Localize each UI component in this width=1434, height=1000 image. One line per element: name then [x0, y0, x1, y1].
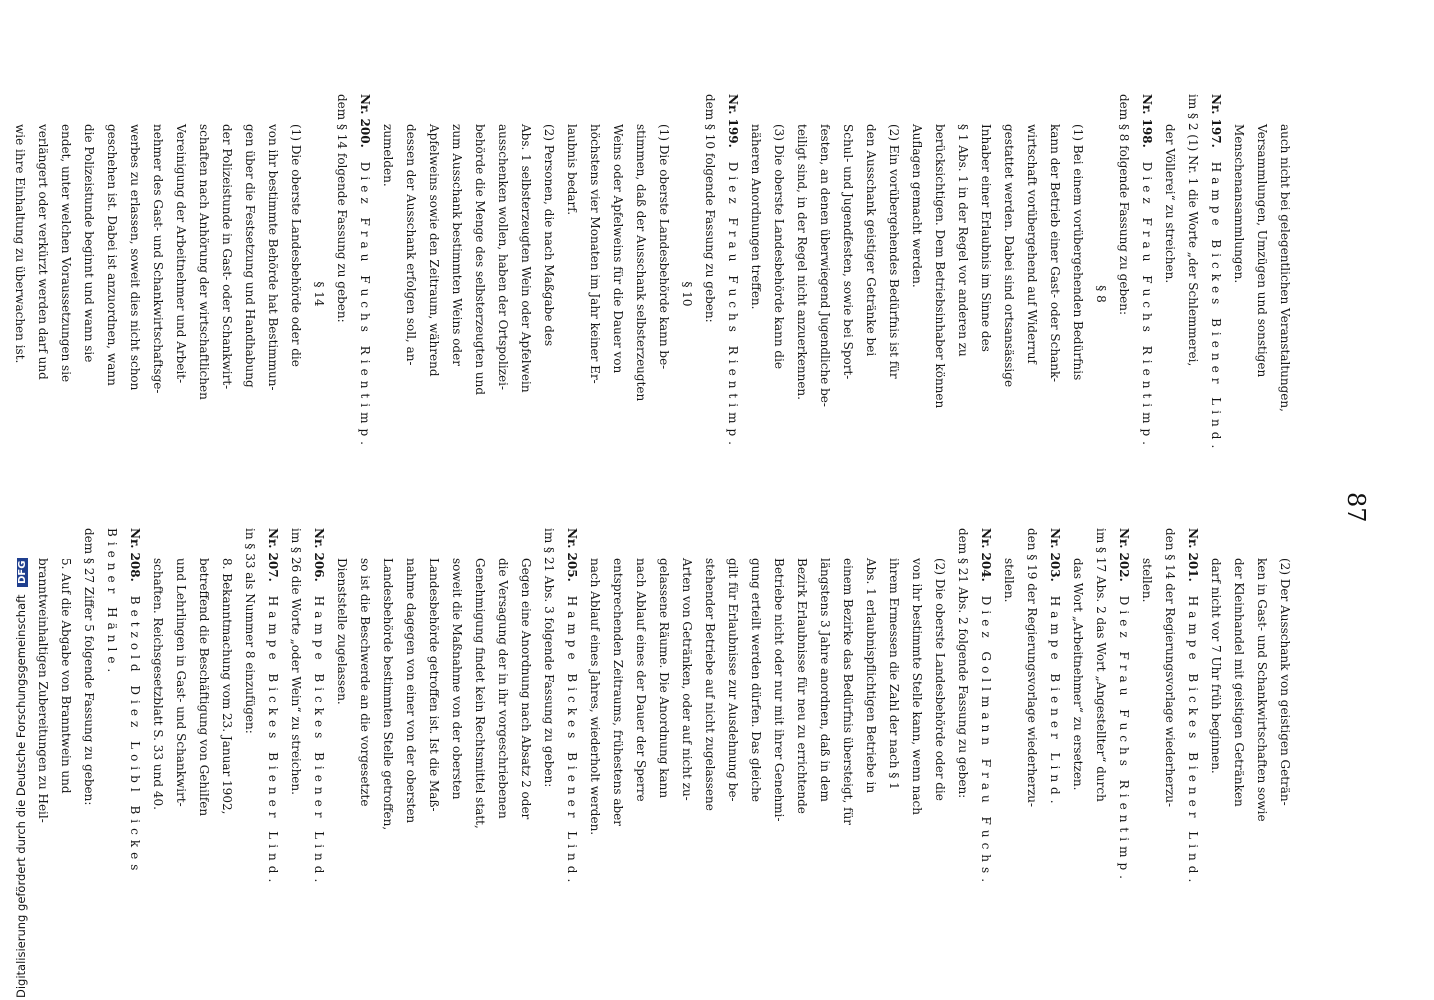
text-line: berücksichtigen. Dem Betriebsinhaber können	[933, 124, 947, 409]
amendment-entry	[1066, 528, 1135, 928]
amendment-heading	[100, 528, 146, 928]
amendment-heading	[974, 528, 997, 928]
text-line: von ihr bestimmte Behörde hat Bestimmun-	[266, 124, 280, 391]
text-line: von ihr bestimmte Stelle kann, wenn nach	[910, 558, 924, 815]
text-line: (1) Die oberste Landesbehörde kann be-	[657, 124, 671, 370]
text-line: (2) Der Ausschank von geistigen Geträn-	[1278, 558, 1292, 806]
amendment-number: Nr. 201.	[1186, 528, 1200, 582]
text-line: gen über die Festsetzung und Handhabung	[243, 124, 257, 388]
amendment-sponsors: Diez Frau Fuchs Rientimp.	[358, 161, 372, 450]
text-line: werbes zu erlassen, soweit dies nicht schon	[128, 124, 142, 391]
text-line: im § 26 die Worte „oder Wein“ zu streichen.	[289, 528, 303, 795]
amendment-entry	[1135, 528, 1204, 928]
amendment-entry	[997, 528, 1066, 928]
text-line: 8. Bekanntmachung vom 23. Januar 1902,	[220, 558, 234, 815]
amendment-number: Nr. 198.	[1140, 94, 1154, 148]
text-line: nehmer des Gast- und Schankwirtschaftsge-	[151, 124, 165, 394]
text-line: laubnis bedarf.	[565, 124, 579, 216]
amendment-sponsors: Hampe Bickes Biener Lind.	[1186, 595, 1200, 888]
text-line: den § 14 der Regierungsvorlage wiederherzu-	[1163, 528, 1177, 808]
text-line: wirtschaft vorübergehend auf Widerruf	[1025, 124, 1039, 364]
text-line: branntweinhaltigen Zubereitungen zu Heil-	[36, 558, 50, 823]
amendment-sponsors: Hampe Bickes Biener Lind.	[312, 595, 326, 888]
amendment-number: Nr. 207.	[266, 528, 280, 582]
amendment-sponsors: Diez Frau Fuchs Rientimp.	[1140, 161, 1154, 450]
amendment-number: Nr. 205.	[565, 528, 579, 582]
text-line: Genehmigung findet kein Rechtsmittel statt,	[473, 558, 487, 829]
amendment-entry	[376, 94, 744, 494]
text-line: näheren Anordnungen treffen.	[749, 124, 763, 310]
text-line: gestattet werden. Dabei sind ortsansässige	[1002, 124, 1016, 388]
text-line: nach Ablauf eines Jahres, wiederholt werden.	[588, 558, 602, 836]
text-line: stehender Betriebe auf nicht zugelassene	[703, 558, 717, 811]
amendment-number: Nr. 202.	[1117, 528, 1131, 582]
amendment-heading	[1135, 94, 1158, 494]
amendment-number: Nr. 203.	[1048, 528, 1062, 582]
text-line: im § 21 Abs. 3 folgende Fassung zu geben:	[542, 528, 556, 788]
text-line: gilt für Erlaubnisse zur Ausdehnung be-	[726, 558, 740, 802]
text-line: Landesbehörde bestimmten Stelle getroffen,	[381, 558, 395, 831]
amendment-entry	[330, 528, 583, 928]
text-line: dem § 14 folgende Fassung zu geben:	[335, 94, 349, 323]
amendment-entry	[744, 94, 1158, 494]
amendment-sponsors: Diez Frau Fuchs Rientimp.	[726, 161, 740, 450]
text-line: Dienststelle zugelassen.	[335, 558, 349, 705]
text-line: dem § 27 Ziffer 5 folgende Fassung zu geben:	[82, 528, 96, 806]
text-line: der Polizeistunde in Gast- oder Schankwirt-	[220, 124, 234, 390]
text-line: (1) Die oberste Landesbehörde oder die	[289, 124, 303, 367]
amendment-sponsors: Hampe Biener Lind.	[1048, 595, 1062, 809]
text-line: Vereinigung der Arbeitnehmer und Arbeit-	[174, 124, 188, 384]
amendment-entry	[31, 528, 146, 928]
text-line: dem § 21 Abs. 2 folgende Fassung zu geben:	[956, 528, 970, 799]
text-line: 5. Auf die Abgabe von Branntwein und	[59, 558, 73, 794]
text-line: zumelden.	[381, 124, 395, 187]
text-line: der Völlerei“ zu streichen.	[1163, 124, 1177, 284]
text-line: Auflagen gemacht werden.	[910, 124, 924, 288]
text-line: kann der Betrieb einer Gast- oder Schank-	[1048, 124, 1062, 383]
amendment-sponsors: Diez Frau Fuchs Rientimp.	[1117, 595, 1131, 884]
amendment-entry	[146, 528, 284, 928]
text-line: geschehen ist. Dabei ist anzuordnen, wann	[105, 124, 119, 386]
text-line: nach Ablauf eines der Dauer der Sperre	[634, 558, 648, 802]
text-line: dessen der Ausschank erfolgen soll, an-	[404, 124, 418, 366]
text-line: den § 19 der Regierungsvorlage wiederherzu-	[1025, 528, 1039, 808]
amendment-heading	[1204, 94, 1227, 494]
text-line: Betriebe nicht oder nur mit ihrer Genehmi-	[772, 558, 786, 822]
left-column	[8, 94, 1296, 494]
amendment-sponsors: Diez Gollmann Frau Fuchs.	[979, 595, 993, 888]
text-line: im § 17 Abs. 2 das Wort „Angestellter“ durch	[1094, 528, 1108, 802]
text-line: (1) Bei einem vorübergehenden Bedürfnis	[1071, 124, 1085, 381]
text-line: längstens 3 Jahre anordnen, daß in dem	[818, 558, 832, 802]
amendment-entry	[583, 528, 997, 928]
text-line: die Polizeistunde beginnt und wann sie	[82, 124, 96, 363]
text-line: Inhaber einer Erlaubnis im Sinne des	[979, 124, 993, 352]
amendment-heading	[1181, 528, 1204, 928]
amendment-heading	[353, 94, 376, 494]
text-line: der Kleinhandel mit geistigen Getränken	[1232, 558, 1246, 807]
amendment-heading	[721, 94, 744, 494]
page-number: 87	[1342, 492, 1370, 523]
text-line: gelassene Räume. Die Anordnung kann	[657, 558, 671, 799]
text-line: höchstens vier Monaten im Jahr keiner Er-	[588, 124, 602, 384]
text-line: ausschenken wollen, haben der Ortspolizei-	[496, 124, 510, 391]
amendment-number: Nr. 206.	[312, 528, 326, 582]
text-line: Weins oder Apfelweins für die Dauer von	[611, 124, 625, 374]
section-heading: § 14	[312, 281, 326, 307]
text-line: (2) Die oberste Landesbehörde oder die	[933, 558, 947, 801]
amendment-entry	[1204, 528, 1296, 928]
text-line: schaften nach Anhörung der wirtschaftlichen	[197, 124, 211, 400]
text-line: zum Ausschank bestimmten Weins oder	[450, 124, 464, 366]
amendment-entry	[1158, 94, 1227, 494]
text-line: Gegen eine Anordnung nach Absatz 2 oder	[519, 558, 533, 820]
text-line: einem Bezirke das Bedürfnis übersteigt, für	[841, 558, 855, 826]
text-line: ken in Gast- und Schankwirtschaften sowie	[1255, 558, 1269, 822]
text-line: so ist die Beschwerde an die vorgesetzte	[358, 558, 372, 807]
amendment-sponsors: Hampe Bickes Biener Lind.	[1209, 161, 1223, 454]
text-line: und Lehrlingen in Gast- und Schankwirt-	[174, 558, 188, 807]
amendment-number: Nr. 197.	[1209, 94, 1223, 148]
text-line: ihrem Ermessen die Zahl der nach § 1	[887, 558, 901, 790]
text-line: wie ihre Einhaltung zu überwachen ist.	[13, 124, 27, 364]
dfg-logo: DFG	[17, 558, 28, 587]
text-line: Abs. 1 erlaubnispflichtigen Betriebe in	[864, 558, 878, 794]
amendment-sponsors: Hampe Bickes Biener Lind.	[266, 595, 280, 888]
text-line: dem § 10 folgende Fassung zu geben:	[703, 94, 717, 323]
amendment-number: Nr. 204.	[979, 528, 993, 582]
amendment-number: Nr. 199.	[726, 94, 740, 148]
footer-credit	[14, 558, 28, 998]
text-line: Abs. 1 selbsterzeugten Wein oder Apfelwein	[519, 124, 533, 393]
amendment-heading	[560, 528, 583, 928]
text-line: Apfelweins sowie den Zeitraum, während	[427, 124, 441, 377]
text-line: (3) Die oberste Landesbehörde kann die	[772, 124, 786, 370]
text-line: stellen.	[1002, 558, 1016, 603]
amendment-number: Nr. 200.	[358, 94, 372, 148]
text-line: dem § 8 folgende Fassung zu geben:	[1117, 94, 1131, 315]
text-line: endet, unter welchen Voraussetzungen sie	[59, 124, 73, 383]
text-line: schaften. Reichsgesetzblatt S. 33 und 40.	[151, 558, 165, 810]
text-line: gung erteilt werden dürfen. Das gleiche	[749, 558, 763, 802]
text-line: im § 2 (1) Nr. 1 die Worte „der Schlemmerei,	[1186, 94, 1200, 367]
text-line: behörde die Menge des selbsterzeugten und	[473, 124, 487, 396]
right-column	[31, 528, 1296, 928]
text-line: entsprechenden Zeitraums, frühestens aber	[611, 558, 625, 827]
amendment-heading	[1112, 528, 1135, 928]
amendment-number: Nr. 208.	[128, 528, 142, 582]
text-line: (2) Ein vorübergehendes Bedürfnis ist für	[887, 124, 901, 379]
text-line: stellen.	[1140, 558, 1154, 603]
text-line: Arten von Getränken, oder auf nicht zu-	[680, 558, 694, 801]
text-line: darf nicht vor 7 Uhr früh beginnen.	[1209, 558, 1223, 774]
amendment-entry	[284, 528, 330, 928]
amendment-sponsors: Betzold Diez Loibl Bickes Biener Hänle.	[105, 528, 142, 876]
amendment-heading	[1043, 528, 1066, 928]
text-line: das Wort „Arbeitnehmer“ zu ersetzen.	[1071, 558, 1085, 791]
text-line: stimmen, daß der Ausschank selbsterzeugten	[634, 124, 648, 402]
amendment-entry	[8, 94, 376, 494]
amendment-heading	[261, 528, 284, 928]
text-line: soweit die Maßnahme von der obersten	[450, 558, 464, 800]
amendment-heading	[307, 528, 330, 928]
text-line: (2) Personen, die nach Maßgabe des	[542, 124, 556, 347]
text-line: die Versagung der in ihr vorgeschriebenen	[496, 558, 510, 819]
text-line: den Ausschank geistiger Getränke bei	[864, 124, 878, 357]
text-line: Landesbehörde getroffen ist. Ist die Maß-	[427, 558, 441, 812]
text-line: verlängert oder verkürzt werden darf und	[36, 124, 50, 380]
text-line: festen, an denen überwiegend Jugendliche be-	[818, 124, 832, 407]
text-line: Bezirk Erlaubnisse für neu zu errichtende	[795, 558, 809, 814]
footer-text: Digitalisierung gefördert durch die Deutsche Forschungsgemeinschaft	[14, 594, 28, 998]
text-line: Schul- und Jugendfesten, sowie bei Sport-	[841, 124, 855, 380]
text-line: betreffend die Beschäftigung von Gehilfen	[197, 558, 211, 817]
text-line: Menschenansammlungen.	[1232, 124, 1246, 284]
text-line: Versammlungen, Umzügen und sonstigen	[1255, 124, 1269, 378]
text-line: § 1 Abs. 1 in der Regel vor anderen zu	[956, 124, 970, 357]
amendment-sponsors: Hampe Bickes Biener Lind.	[565, 595, 579, 888]
text-line: auch nicht bei gelegentlichen Veranstaltungen,	[1278, 124, 1292, 412]
section-heading: § 8	[1094, 285, 1108, 303]
section-heading: § 10	[680, 281, 694, 307]
text-line: teiligt sind, in der Regel nicht anzuerkennen.	[795, 124, 809, 400]
text-line: in § 33 als Nummer 8 einzufügen:	[243, 528, 257, 734]
text-line: nahme dagegen von einer von der obersten	[404, 558, 418, 824]
amendment-entry	[1227, 94, 1296, 494]
